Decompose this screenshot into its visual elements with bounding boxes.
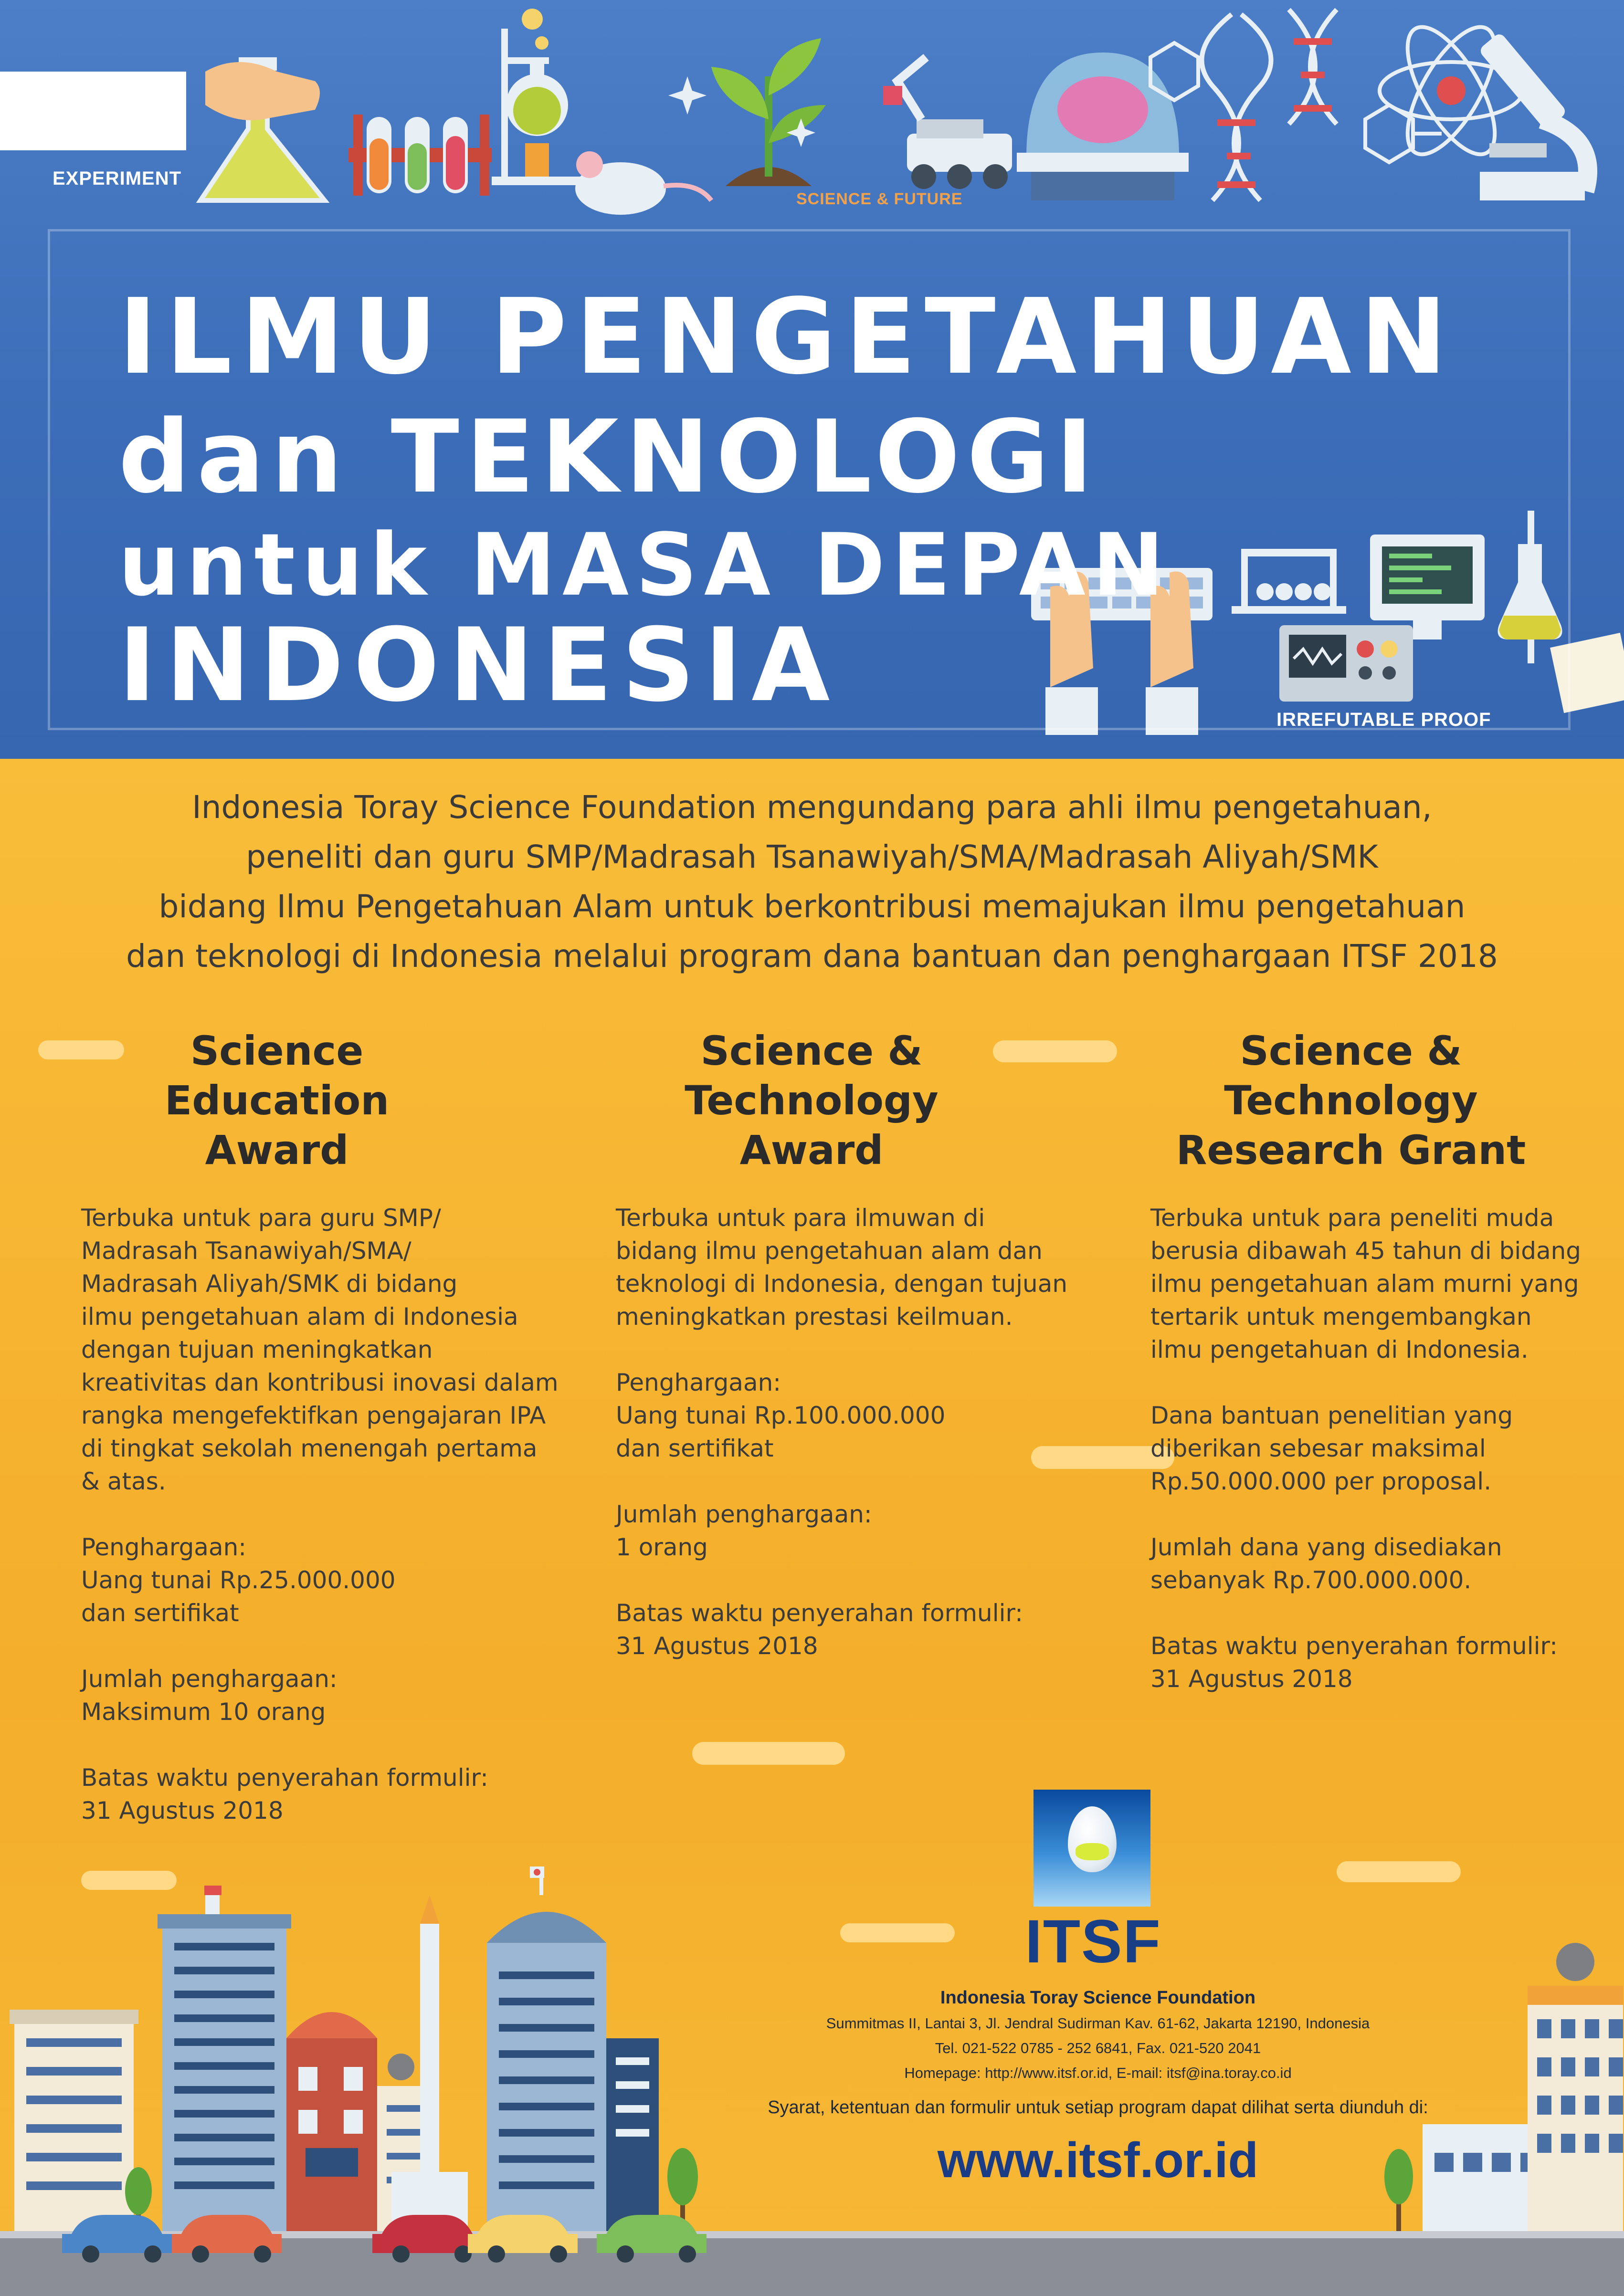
title-line-4: INDONESIA [118, 606, 840, 724]
science-education-award-details [81, 1202, 559, 1827]
prize-label: Penghargaan: [81, 1533, 247, 1561]
grant-line: diberikan sebesar maksimal [1150, 1435, 1486, 1462]
science-technology-award-details [616, 1202, 1067, 1663]
description-line: Terbuka untuk para ilmuwan di [616, 1204, 985, 1232]
car-icon [0, 2201, 1624, 2267]
organization-name: Indonesia Toray Science Foundation [940, 1988, 1256, 2008]
deadline-label: Batas waktu penyerahan formulir: [616, 1599, 1023, 1627]
experiment-label: EXPERIMENT [53, 168, 182, 189]
award-title-line: Technology [685, 1077, 939, 1124]
website-link[interactable]: www.itsf.or.id [937, 2133, 1259, 2188]
microscope-icon [1478, 31, 1588, 200]
intro-line: bidang Ilmu Pengetahuan Alam untuk berkontribusi memajukan ilmu pengetahuan [158, 888, 1466, 925]
grant-line: Rp.50.000.000 per proposal. [1150, 1468, 1492, 1495]
award-title-line: Research Grant [1176, 1127, 1526, 1174]
address-line: Summitmas II, Lantai 3, Jl. Jendral Sudirman Kav. 61-62, Jakarta 12190, Indonesia [826, 2015, 1370, 2032]
mouse-icon [575, 151, 711, 215]
irrefutable-proof-label: IRREFUTABLE PROOF [1276, 709, 1491, 730]
grant-line: Dana bantuan penelitian yang [1150, 1402, 1513, 1429]
description-line: kreativitas dan kontribusi inovasi dalam [81, 1369, 559, 1396]
award-title-line: Technology [1224, 1077, 1478, 1124]
corner-tab [0, 72, 186, 150]
intro-line: dan teknologi di Indonesia melalui program dana bantuan dan penghargaan ITSF 2018 [126, 938, 1498, 975]
award-title-line: Science & [700, 1027, 923, 1074]
description-line: ilmu pengetahuan di Indonesia. [1150, 1336, 1529, 1363]
phone-line: Tel. 021-522 0785 - 252 6841, Fax. 021-520 2041 [935, 2040, 1261, 2056]
itsf-logo-text: ITSF [1025, 1908, 1161, 1976]
description-line: berusia dibawah 45 tahun di bidang [1150, 1237, 1582, 1265]
description-line: ilmu pengetahuan alam murni yang [1150, 1270, 1579, 1298]
test-tubes-icon [348, 115, 492, 196]
prize-line: dan sertifikat [616, 1435, 774, 1462]
count-label: Jumlah penghargaan: [81, 1665, 337, 1693]
fund-line: sebanyak Rp.700.000.000. [1150, 1566, 1472, 1594]
flask-icon [200, 57, 325, 200]
deadline-label: Batas waktu penyerahan formulir: [81, 1764, 489, 1792]
description-line: ilmu pengetahuan alam di Indonesia [81, 1303, 518, 1331]
sprout-icon [668, 38, 826, 186]
count-label: Jumlah penghargaan: [616, 1500, 872, 1528]
science-technology-award-title [606, 1026, 1017, 1175]
research-grant-title [1136, 1026, 1566, 1175]
deadline-value: 31 Agustus 2018 [616, 1632, 818, 1660]
robot-rover-icon [883, 57, 1012, 189]
intro-line: Indonesia Toray Science Foundation mengundang para ahli ilmu pengetahuan, [192, 789, 1432, 826]
deadline-value: 31 Agustus 2018 [81, 1797, 284, 1824]
title-line-1: ILMU PENGETAHUAN [118, 277, 1456, 398]
award-title-line: Award [205, 1127, 349, 1174]
award-title-line: Education [164, 1077, 390, 1124]
description-line: rangka mengefektifkan pengajaran IPA [81, 1402, 546, 1429]
description-line: tertarik untuk mengembangkan [1150, 1303, 1532, 1331]
count-value: 1 orang [616, 1533, 708, 1561]
deadline-label: Batas waktu penyerahan formulir: [1150, 1632, 1558, 1660]
description-line: di tingkat sekolah menengah pertama [81, 1435, 538, 1462]
prize-line: Uang tunai Rp.25.000.000 [81, 1566, 396, 1594]
science-education-award-title [72, 1026, 482, 1175]
description-line: & atas. [81, 1468, 166, 1495]
research-grant-details [1150, 1202, 1581, 1696]
description-line: Terbuka untuk para peneliti muda [1150, 1204, 1554, 1232]
description-line: Terbuka untuk para guru SMP/ [81, 1204, 441, 1232]
award-title-line: Science [190, 1027, 364, 1074]
description-line: bidang ilmu pengetahuan alam dan [616, 1237, 1043, 1265]
deadline-value: 31 Agustus 2018 [1150, 1665, 1353, 1693]
intro-paragraph [0, 783, 1624, 981]
homepage-email-line: Homepage: http://www.itsf.or.id, E-mail: itsf@ina.toray.co.id [904, 2065, 1292, 2081]
prize-label: Penghargaan: [616, 1369, 781, 1396]
terms-note: Syarat, ketentuan dan formulir untuk setiap program dapat dilihat serta diunduh di: [768, 2097, 1428, 2118]
fund-line: Jumlah dana yang disediakan [1150, 1533, 1502, 1561]
count-value: Maksimum 10 orang [81, 1698, 326, 1726]
award-title-line: Award [739, 1127, 884, 1174]
intro-line: peneliti dan guru SMP/Madrasah Tsanawiyah/SMA/Madrasah Aliyah/SMK [246, 839, 1378, 875]
description-line: Madrasah Tsanawiyah/SMA/ [81, 1237, 411, 1265]
lab-burner-icon [492, 9, 582, 185]
award-title-line: Science & [1240, 1027, 1462, 1074]
title-line-3: untuk MASA DEPAN [118, 515, 1171, 615]
description-line: teknologi di Indonesia, dengan tujuan [616, 1270, 1068, 1298]
description-line: meningkatkan prestasi keilmuan. [616, 1303, 1013, 1331]
title-line-2: dan TEKNOLOGI [118, 398, 1100, 515]
description-line: Madrasah Aliyah/SMK di bidang [81, 1270, 458, 1298]
molecule-icon [1150, 43, 1442, 162]
prize-line: Uang tunai Rp.100.000.000 [616, 1402, 946, 1429]
brain-jar-icon [1017, 52, 1189, 200]
description-line: dengan tujuan meningkatkan [81, 1336, 433, 1363]
science-future-label: SCIENCE & FUTURE [796, 190, 963, 208]
prize-line: dan sertifikat [81, 1599, 239, 1627]
